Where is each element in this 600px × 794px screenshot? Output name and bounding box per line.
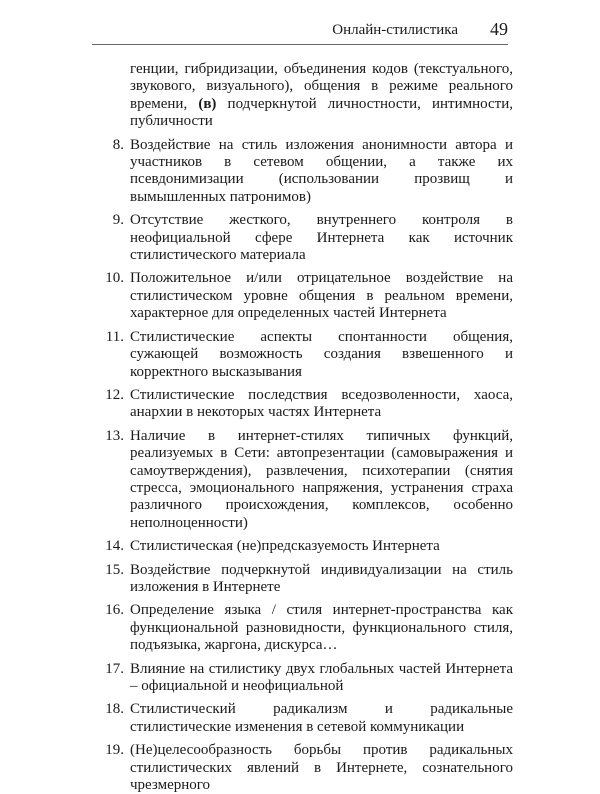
- list-item-number: 18.: [105, 701, 124, 718]
- list-item: [105, 386, 513, 422]
- list-item-text: Стилистические аспекты спонтанности общения, сужающей возможность создания взвешенного и корректного высказывания: [130, 328, 513, 380]
- page-number: 49: [490, 19, 508, 39]
- list-item-text: Наличие в интернет-стилях типичных функций, реализуемых в Сети: автопрезентации (самовыражения и самоутверждения), развлечения, психотерапии (снятия стресса, эмоционального напряжения, устранения страха различного происхождения, комплексов, особенно неполноценности): [130, 427, 513, 531]
- list-item-number: 16.: [105, 602, 124, 619]
- running-title: Онлайн-стилистика: [332, 22, 458, 38]
- list-item: [112, 136, 513, 207]
- list-item-text: Отсутствие жесткого, внутреннего контроля в неофициальной сфере Интернета как источник стилистического материала: [130, 212, 513, 264]
- list-item-number: 13.: [105, 427, 124, 444]
- list-item-number: 12.: [105, 386, 124, 403]
- page-body: [105, 61, 513, 794]
- list-item-text: Стилистическая (не)предсказуемость Интернета: [130, 538, 440, 555]
- continuation-text-before: генции, гибридизации, объединения кодов (текстуального, звукового, визуального), общения в режиме реального времени,: [130, 61, 513, 112]
- list-item: [105, 602, 513, 654]
- page-header: [92, 18, 508, 45]
- list-item-text: Влияние на стилистику двух глобальных частей Интернета – официальной и неофициальной: [130, 660, 513, 694]
- continuation-marker: (в): [198, 95, 217, 112]
- list-item: [105, 701, 513, 736]
- list-item-text: Стилистический радикализм и радикальные стилистические изменения в сетевой коммуникации: [130, 701, 513, 735]
- list-item-number: 11.: [105, 328, 124, 345]
- list-item: [112, 212, 513, 264]
- list-item-text: (Не)целесообразность борьбы против радикальных стилистических явлений в Интернете, сознательного чрезмерного: [130, 742, 513, 794]
- continuation-paragraph: [130, 61, 513, 131]
- list-item-text: Определение языка / стиля интернет-пространства как функциональной разновидности, функционального стиля, подъязыка, жаргона, дискурса…: [130, 602, 513, 654]
- list-item-number: 17.: [105, 660, 124, 677]
- list-item: [105, 270, 513, 322]
- list-item-text: Стилистические последствия вседозволенности, хаоса, анархии в некоторых частях Интернета: [130, 386, 513, 421]
- continuation-text-after: подчеркнутой личностности, интимности, публичности: [130, 95, 513, 130]
- list-item: [105, 427, 513, 532]
- list-item-number: 15.: [105, 561, 124, 578]
- list-item: [105, 561, 513, 597]
- list-item-number: 9.: [112, 212, 124, 229]
- numbered-list: [105, 136, 513, 794]
- list-item-number: 8.: [112, 136, 124, 153]
- list-item: [105, 660, 513, 696]
- list-item: [105, 538, 513, 555]
- list-item-number: 10.: [105, 270, 124, 287]
- list-item-text: Положительное и/или отрицательное воздействие на стилистическом уровне общения в реальном времени, характерное для определенных частей Интернета: [130, 270, 513, 322]
- list-item-text: Воздействие подчеркнутой индивидуализации на стиль изложения в Интернете: [130, 561, 513, 595]
- list-item-text: Воздействие на стиль изложения анонимности автора и участников в сетевом общении, а также их псевдонимизации (использовании прозвищ и вымышленных патронимов): [130, 136, 513, 205]
- list-item-number: 14.: [105, 538, 124, 555]
- list-item-number: 19.: [105, 742, 124, 759]
- list-item: [105, 328, 513, 381]
